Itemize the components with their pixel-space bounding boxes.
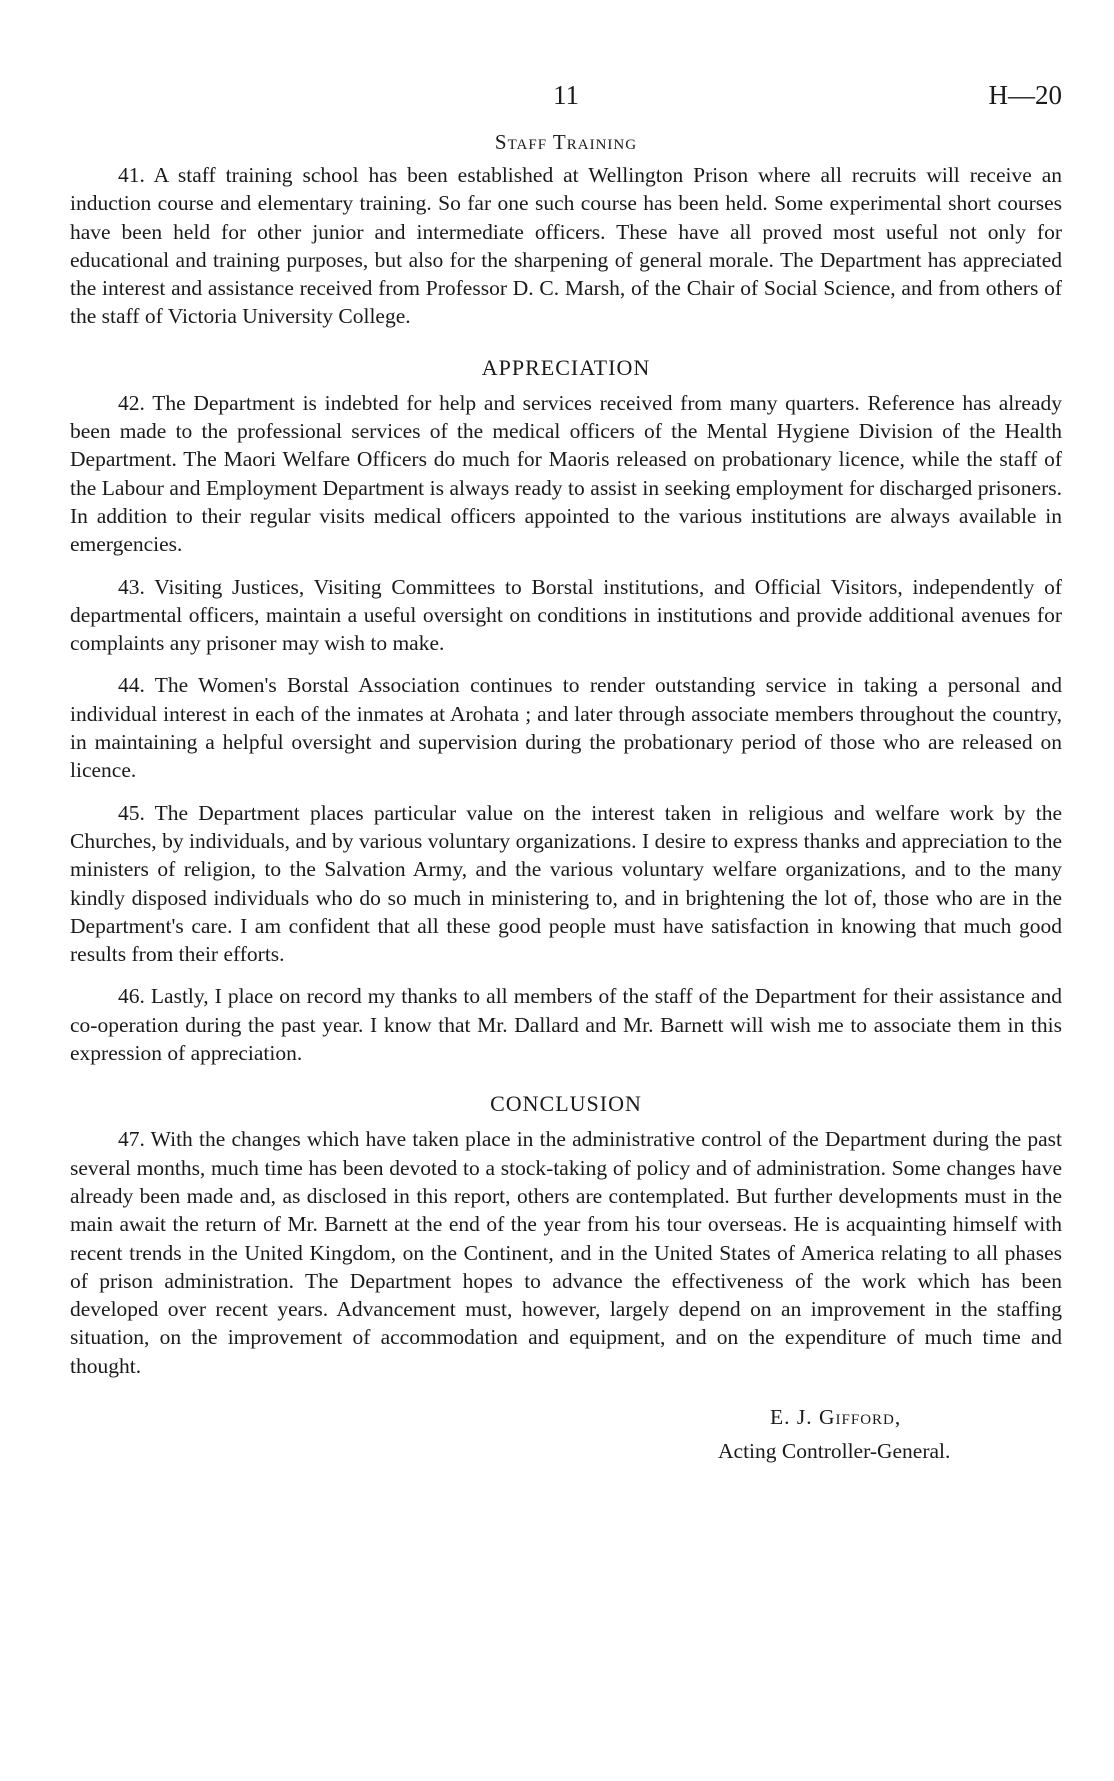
page-header (70, 80, 1062, 126)
paragraph-43: 43. Visiting Justices, Visiting Committees to Borstal institutions, and Official Visitors, independently of departmental officers, maintain a useful oversight on conditions in institutions and provide additional avenues for complaints any prisoner may wish to make. (70, 574, 1062, 656)
paragraph-42: 42. The Department is indebted for help and services received from many quarters. Reference has already been made to the professional services of the medical officers of the Mental Hygiene Division of the Health Department. The Maori Welfare Officers do much for Maoris released on probationary licence, while the staff of the Labour and Employment Department is always ready to assist in seeking employment for discharged prisoners. In addition to their regular visits medical officers appointed to the various institutions are always available in emergencies. (70, 390, 1062, 557)
section-heading-staff-training: Staff Training (494, 130, 638, 154)
document-reference: H—20 (988, 80, 1062, 110)
paragraph-44: 44. The Women's Borstal Association continues to render outstanding service in taking a personal and individual interest in each of the inmates at Arohata ; and later through associate members throughout the country, in maintaining a helpful oversight and supervision during the probationary period of those who are released on licence. (70, 673, 1062, 783)
paragraph-47: 47. With the changes which have taken place in the administrative control of the Department during the past several months, much time has been devoted to a stock-taking of policy and of administration. Some changes have already been made and, as disclosed in this report, others are contemplated. But further developments must in the main await the return of Mr. Barnett at the end of the year from his tour overseas. He is acquainting himself with recent trends in the United Kingdom, on the Continent, and in the United States of America relating to all phases of prison administration. The Department hopes to advance the effectiveness of the work which has been developed over recent years. Advancement must, however, largely depend on an improvement in the staffing situation, on the improvement of accommodation and equipment, and on the expenditure of much time and thought. (70, 1127, 1062, 1378)
paragraph-41: 41. A staff training school has been established at Wellington Prison where all recruits will receive an induction course and elementary training. So far one such course has been held. Some experimental short courses have been held for other junior and intermediate officers. These have all proved most useful not only for educational and training purposes, but also for the sharpening of general morale. The Department has appreciated the interest and assistance received from Professor D. C. Marsh, of the Chair of Social Science, and from others of the staff of Victoria University College. (70, 163, 1062, 329)
section-heading-conclusion: CONCLUSION (490, 1091, 642, 1117)
page-number: 11 (553, 80, 579, 110)
paragraph-46: 46. Lastly, I place on record my thanks to all members of the staff of the Department for their assistance and co-operation during the past year. I know that Mr. Dallard and Mr. Barnett will wish me to associate them in this expression of appreciation. (70, 984, 1062, 1066)
signatory-title: Acting Controller-General. (718, 1438, 951, 1463)
signatory-name: E. J. Gifford, (770, 1404, 902, 1429)
document-page (70, 80, 1062, 1468)
paragraph-45: 45. The Department places particular value on the interest taken in religious and welfare work by the Churches, by individuals, and by various voluntary organizations. I desire to express thanks and appreciation to the ministers of religion, to the Salvation Army, and the various voluntary welfare organizations, and to the many kindly disposed individuals who do so much in ministering to, and in brightening the lot of, those who are in the Department's care. I am confident that all these good people must have satisfaction in knowing that much good results from their efforts. (70, 800, 1062, 967)
signature-block (70, 1400, 1062, 1468)
section-heading-appreciation: APPRECIATION (481, 354, 651, 380)
